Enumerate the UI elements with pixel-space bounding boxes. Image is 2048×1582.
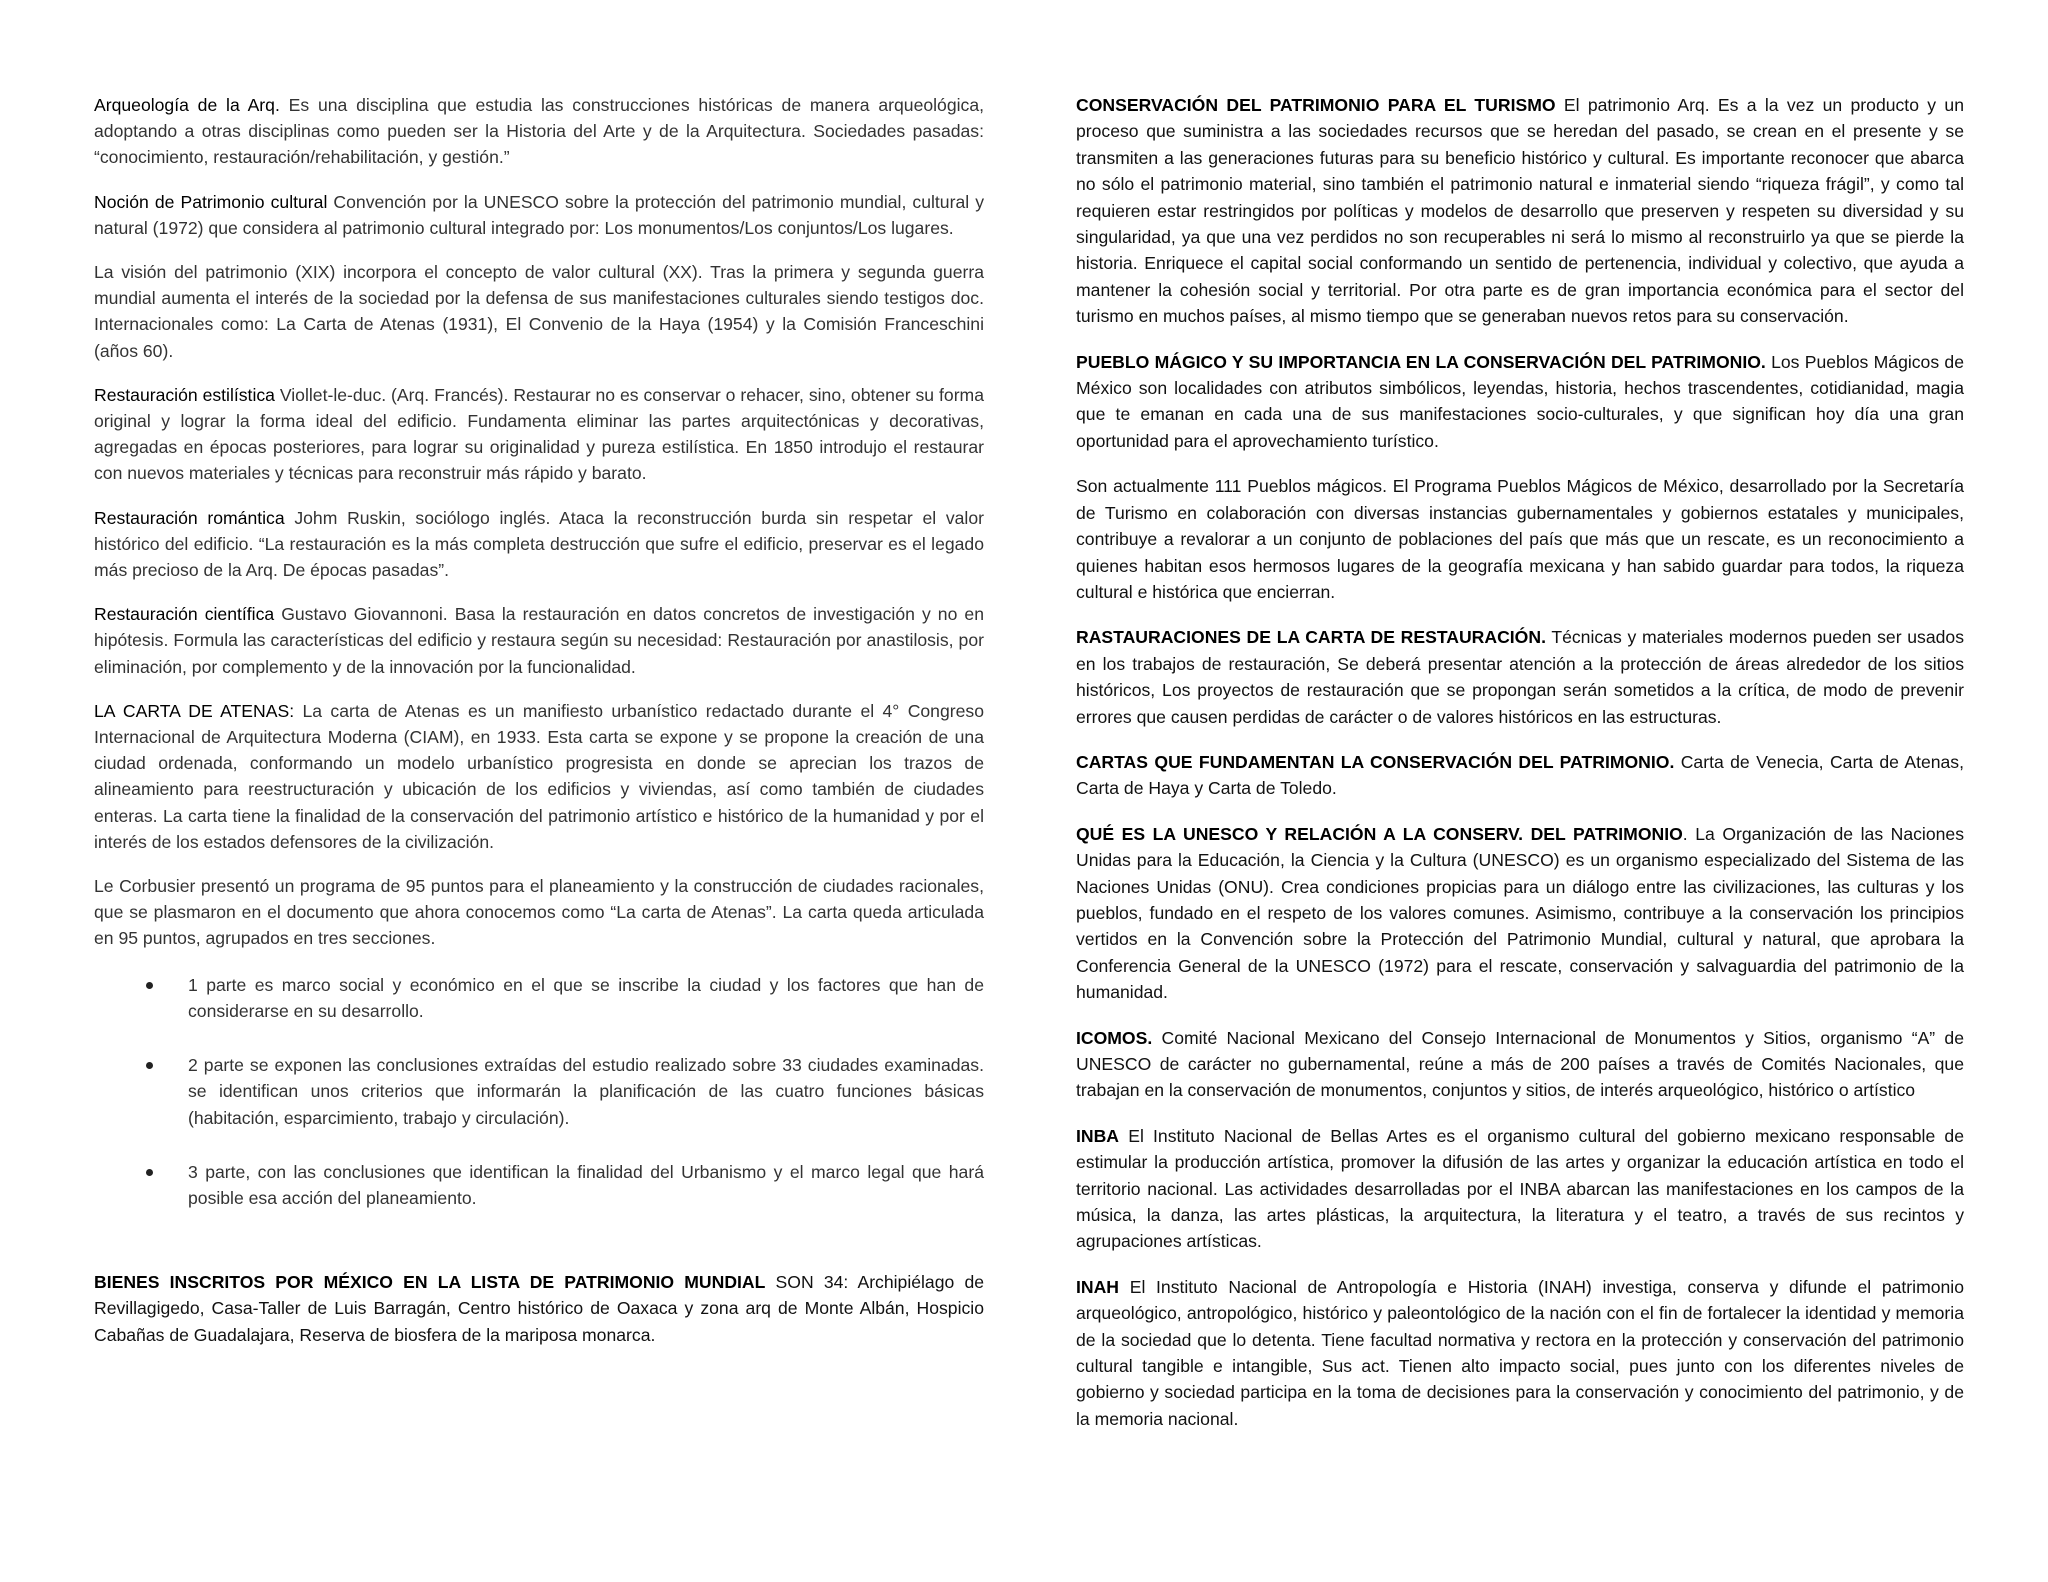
term-label: CARTAS QUE FUNDAMENTAN LA CONSERVACIÓN DEL PATRIMONIO. [1076, 751, 1675, 772]
paragraph-text: Johm Ruskin, sociólogo inglés. Ataca la reconstrucción burda sin respetar el valor histórico del edificio. “La restauración es la más completa destrucción que sufre el edificio, preservar es el legado más precioso de la Arq. De épocas pasadas”. [94, 507, 984, 581]
paragraph-carta-restauracion [1076, 624, 1964, 730]
paragraph-text: Es una disciplina que estudia las construcciones históricas de manera arqueológica, adoptando a otras disciplinas como pueden ser la Historia del Arte y de la Arquitectura. Sociedades pasadas: “conocimiento, restauración/rehabilitación, y gestión.” [94, 95, 984, 168]
paragraph-arqueologia [94, 92, 984, 171]
bullet-icon [146, 1062, 153, 1069]
list-item-text: 2 parte se exponen las conclusiones extraídas del estudio realizado sobre 33 ciudades examinadas. se identifican unos criterios que informarán la planificación de las cuatro funciones básicas (habitación, esparcimiento, trabajo y circulación). [188, 1055, 984, 1128]
list-item [94, 972, 984, 1024]
paragraph-icomos [1076, 1025, 1964, 1104]
paragraph-text: El patrimonio Arq. Es a la vez un producto y un proceso que suministra a las sociedades recursos que se heredan del pasado, se crean en el presente y se transmiten a las generaciones futuras para su beneficio histórico y cultural. Es importante reconocer que abarca no sólo el patrimonio material, sino también el patrimonio natural e inmaterial siendo “riqueza frágil”, y como tal requieren estar restringidos por políticas y modelos de desarrollo que preserven y respeten su diversidad y su singularidad, ya que una vez perdidos no son recuperables ni será lo mismo al reconstruirlo ya que se pierde la historia. Enriquece el capital social conformando un sentido de pertenencia, individual y colectivo, que ayuda a mantener la cohesión social y territorial. Por otra parte es de gran importancia económica para el sector del turismo en muchos países, al mismo tiempo que se generaban nuevos retos para su conservación. [1076, 95, 1964, 327]
paragraph-vision-patrimonio [94, 259, 984, 364]
left-column [94, 92, 984, 1366]
list-item-text: 3 parte, con las conclusiones que identifican la finalidad del Urbanismo y el marco legal que hará posible esa acción del planeamiento. [188, 1161, 984, 1208]
term-label: Restauración científica [94, 604, 275, 625]
paragraph-patrimonio-cultural [94, 189, 984, 241]
bullet-icon [146, 1169, 153, 1176]
term-label: LA CARTA DE ATENAS: [94, 700, 295, 721]
term-label: BIENES INSCRITOS POR MÉXICO EN LA LISTA DE PATRIMONIO MUNDIAL [94, 1272, 766, 1293]
list-item [94, 1159, 984, 1211]
paragraph-text: Comité Nacional Mexicano del Consejo Internacional de Monumentos y Sitios, organismo “A” de UNESCO de carácter no gubernamental, reúne a más de 200 países a través de Comités Nacionales, que trabajan en la conservación de monumentos, conjuntos y sitios, de interés arqueológico, histórico o artístico [1076, 1027, 1964, 1101]
paragraph-text: Gustavo Giovannoni. Basa la restauración en datos concretos de investigación y no en hipótesis. Formula las características del edificio y restaura según su necesidad: Restauración por anastilosis, por eliminación, por complemento y de la innovación por la funcionalidad. [94, 604, 984, 677]
paragraph-text: La carta de Atenas es un manifiesto urbanístico redactado durante el 4° Congreso Internacional de Arquitectura Moderna (CIAM), en 1933. Esta carta se expone y se propone la creación de una ciudad ordenada, conformando un modelo urbanístico progresista en donde se aprecian los trazos de alineamiento para reestructuración y ubicación de los edificios y viviendas, así como también de ciudades enteras. La carta tiene la finalidad de la conservación del patrimonio artístico e histórico de la humanidad y por el interés de los estados defensores de la civilización. [94, 700, 984, 852]
paragraph-restauracion-cientifica [94, 601, 984, 680]
paragraph-text: La visión del patrimonio (XIX) incorpora el concepto de valor cultural (XX). Tras la primera y segunda guerra mundial aumenta el interés de la sociedad por la defensa de sus manifestaciones culturales siendo testigos doc. Internacionales como: La Carta de Atenas (1931), El Convenio de la Haya (1954) y la Comisión Franceschini (años 60). [94, 262, 984, 361]
list-item-text: 1 parte es marco social y económico en el que se inscribe la ciudad y los factores que han de considerarse en su desarrollo. [188, 974, 984, 1021]
term-label: Noción de Patrimonio cultural [94, 191, 328, 212]
term-label: QUÉ ES LA UNESCO Y RELACIÓN A LA CONSERV. DEL PATRIMONIO [1076, 823, 1683, 844]
term-label: PUEBLO MÁGICO Y SU IMPORTANCIA EN LA CONSERVACIÓN DEL PATRIMONIO. [1076, 351, 1766, 372]
term-label: RASTAURACIONES DE LA CARTA DE RESTAURACIÓN. [1076, 627, 1546, 648]
paragraph-conservacion-turismo [1076, 92, 1964, 330]
term-label: Arqueología de la Arq. [94, 95, 280, 115]
paragraph-text: Convención por la UNESCO sobre la protección del patrimonio mundial, cultural y natural (1972) que considera al patrimonio cultural integrado por: Los monumentos/Los conjuntos/Los lugares. [94, 191, 985, 238]
paragraph-text: SON 34: Archipiélago de Revillagigedo, Casa-Taller de Luis Barragán, Centro histórico de Oaxaca y zona arq de Monte Albán, Hospicio Cabañas de Guadalajara, Reserva de biosfera de la mariposa monarca. [94, 1272, 985, 1345]
paragraph-text: Los Pueblos Mágicos de México son localidades con atributos simbólicos, leyendas, historia, hechos trascendentes, cotidianidad, magia que te emanan en cada una de sus manifestaciones socio-culturales, y que significan hoy día una gran oportunidad para el aprovechamiento turístico. [1076, 351, 1964, 451]
paragraph-text: El Instituto Nacional de Bellas Artes es el organismo cultural del gobierno mexicano responsable de estimular la producción artística, promover la difusión de las artes y organizar la educación artística en todo el territorio nacional. Las actividades desarrolladas por el INBA abarcan las manifestaciones en los campos de la música, la danza, las artes plásticas, la arquitectura, la literatura y el teatro, a través de sus recintos y agrupaciones artísticas. [1076, 1125, 1964, 1252]
term-label: CONSERVACIÓN DEL PATRIMONIO PARA EL TURISMO [1076, 95, 1556, 115]
list-item [94, 1052, 984, 1131]
right-column [1076, 92, 1964, 1451]
sections-bullet-list [94, 972, 984, 1211]
paragraph-text: Le Corbusier presentó un programa de 95 puntos para el planeamiento y la construcción de ciudades racionales, que se plasmaron en el documento que ahora conocemos como “La carta de Atenas”. La carta queda articulada en 95 puntos, agrupados en tres secciones. [94, 876, 984, 949]
bullet-icon [146, 982, 153, 989]
paragraph-unesco [1076, 821, 1964, 1006]
term-label: Restauración estilística [94, 384, 275, 405]
term-label: ICOMOS. [1076, 1027, 1153, 1048]
paragraph-bienes-inscritos [94, 1269, 984, 1348]
paragraph-text: Carta de Venecia, Carta de Atenas, Carta de Haya y Carta de Toledo. [1076, 751, 1964, 799]
paragraph-text: . La Organización de las Naciones Unidas para la Educación, la Ciencia y la Cultura (UNESCO) es un organismo especializado del Sistema de las Naciones Unidas (ONU). Crea condiciones propicias para un diálogo entre las civilizaciones, las culturas y los pueblos, fundado en el respeto de los valores comunes. Asimismo, contribuye a la conservación los principios vertidos en la Convención sobre la Protección del Patrimonio Mundial, cultural y natural, que aprobara la Conferencia General de la UNESCO (1972) para el rescate, conservación y salvaguardia del patrimonio de la humanidad. [1076, 823, 1964, 1003]
paragraph-carta-atenas [94, 698, 984, 855]
paragraph-inba [1076, 1123, 1964, 1255]
paragraph-text: Son actualmente 111 Pueblos mágicos. El Programa Pueblos Mágicos de México, desarrollado por la Secretaría de Turismo en colaboración con diversas instancias gubernamentales y gobiernos estatales y municipales, contribuye a revalorar a un conjunto de poblaciones del país que más que un rescate, es un reconocimiento a quienes habitan esos hermosos lugares de la geografía mexicana y han sabido guardar para todos, la riqueza cultural e histórica que encierran. [1076, 476, 1964, 602]
paragraph-pueblos-magicos-programa [1076, 473, 1964, 605]
paragraph-le-corbusier [94, 873, 984, 952]
paragraph-restauracion-estilistica [94, 382, 984, 487]
term-label: Restauración romántica [94, 507, 285, 528]
paragraph-text: El Instituto Nacional de Antropología e Historia (INAH) investiga, conserva y difunde el patrimonio arqueológico, antropológico, histórico y paleontológico de la nación con el fin de fortalecer la identidad y memoria de la sociedad que lo detenta. Tiene facultad normativa y rectora en la protección y conservación del patrimonio cultural tangible e intangible, Sus act. Tienen alto impacto social, pues junto con los diferentes niveles de gobierno y sociedad participa en la toma de decisiones para la conservación y conocimiento del patrimonio, y de la memoria nacional. [1076, 1276, 1964, 1429]
paragraph-text: Técnicas y materiales modernos pueden ser usados en los trabajos de restauración, Se deberá presentar atención a la protección de áreas alrededor de los sitios históricos, Los proyectos de restauración que se propongan serán sometidos a la crítica, de modo de prevenir errores que causen perdidas de carácter o de valores históricos en las estructuras. [1076, 627, 1965, 727]
paragraph-pueblo-magico [1076, 349, 1964, 455]
paragraph-text: Viollet-le-duc. (Arq. Francés). Restaurar no es conservar o rehacer, sino, obtener su forma original y lograr la forma ideal del edificio. Fundamenta eliminar las partes arquitectónicas y decorativas, agregadas en épocas posteriores, para lograr su originalidad y pureza estilística. En 1850 introdujo el restaurar con nuevos materiales y técnicas para reconstruir más rápido y barato. [94, 384, 984, 484]
paragraph-cartas-fundamentan [1076, 749, 1964, 802]
paragraph-restauracion-romantica [94, 505, 984, 584]
term-label: INBA [1076, 1125, 1120, 1146]
paragraph-inah [1076, 1274, 1964, 1432]
term-label: INAH [1076, 1276, 1120, 1297]
spacer [94, 1239, 984, 1269]
